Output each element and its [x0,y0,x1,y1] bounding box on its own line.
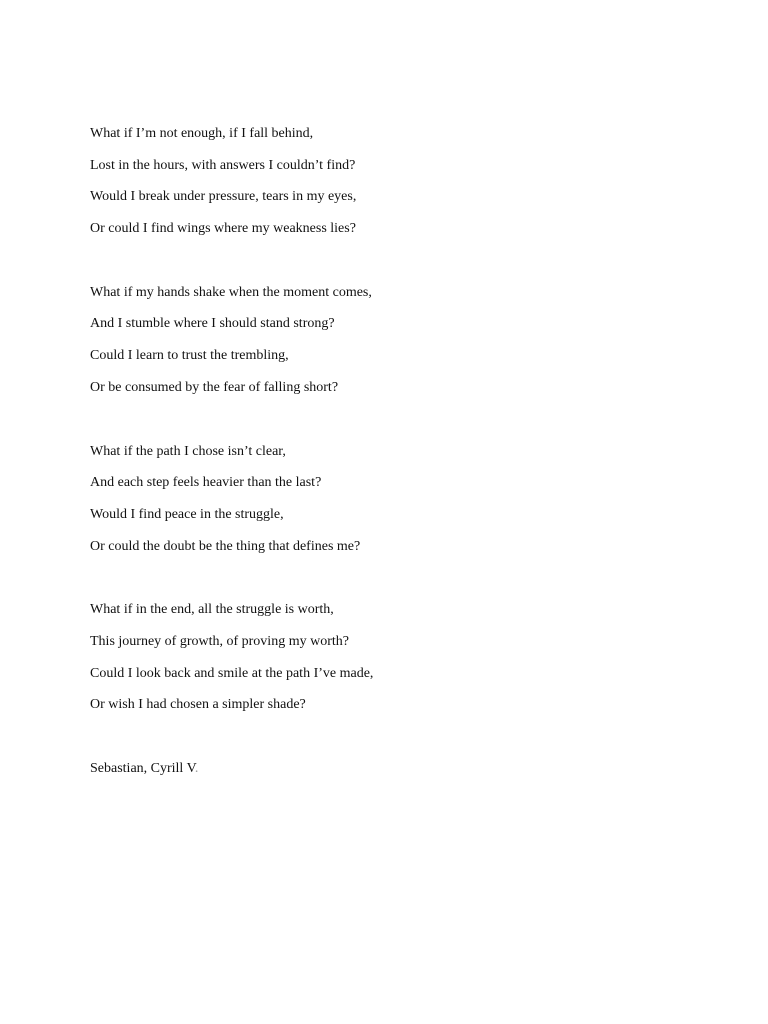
poem-line: What if in the end, all the struggle is worth, [90,602,334,618]
poem-line: What if I’m not enough, if I fall behind, [90,126,314,141]
poem-line: And I stumble where I should stand strong? [90,316,335,332]
signature-period: . [194,761,199,776]
stanza-1 [90,124,690,251]
poem-line: Lost in the hours, with answers I couldn’t find? [90,157,356,173]
poem-line: Or wish I had chosen a simpler shade? [90,697,306,713]
stanza-3 [90,442,690,569]
poem-line: This journey of growth, of proving my worth? [90,633,349,649]
poem-line: Would I break under pressure, tears in my eyes, [90,189,357,205]
author-signature [90,759,690,778]
poem [90,124,690,778]
stanza-2 [90,283,690,410]
stanza-4 [90,600,690,727]
poem-line: What if the path I chose isn’t clear, [90,443,286,459]
poem-line: Could I learn to trust the trembling, [90,348,289,364]
poem-line: Would I find peace in the struggle, [90,506,284,522]
poem-line: Or could I find wings where my weakness lies? [90,221,356,237]
poem-line: Could I look back and smile at the path I’ve made, [90,665,374,681]
poem-line: Or could the doubt be the thing that defines me? [90,538,361,554]
poem-line: Or be consumed by the fear of falling short? [90,379,339,395]
poem-line: And each step feels heavier than the last? [90,475,322,491]
author-name: Sebastian, Cyrill V [90,761,195,776]
poem-line: What if my hands shake when the moment comes, [90,284,372,300]
